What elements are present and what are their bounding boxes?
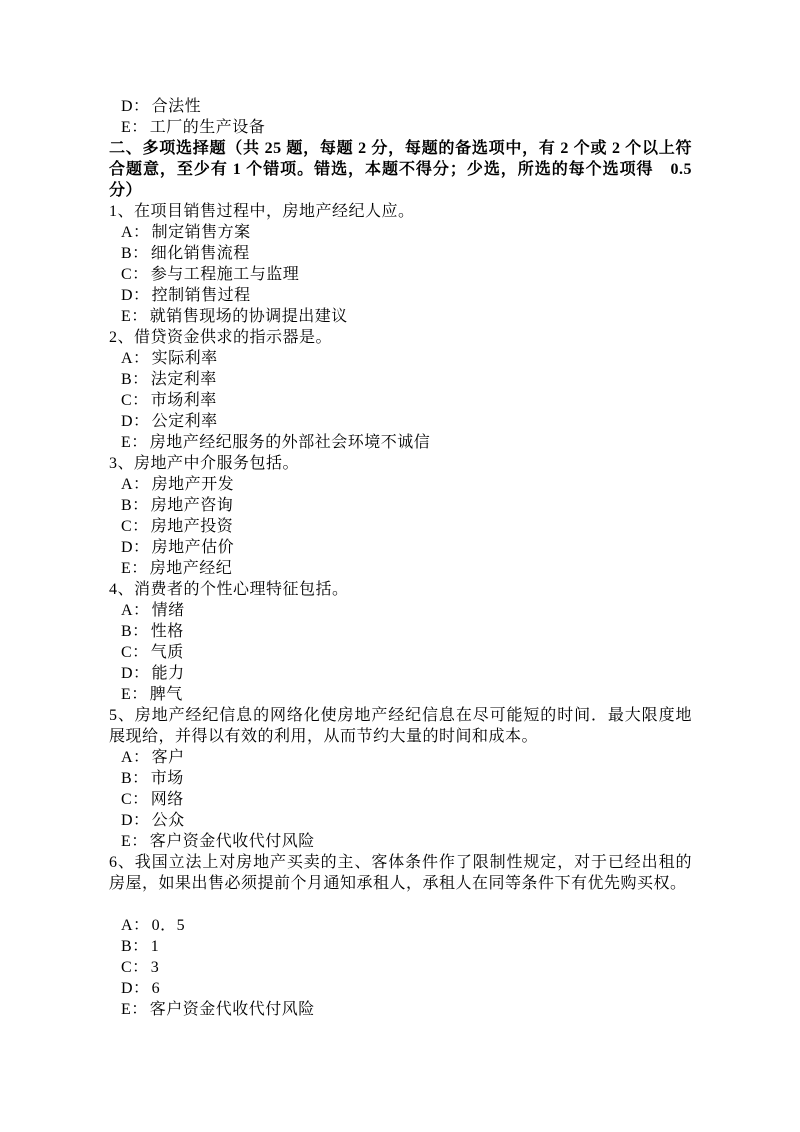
question-6-option-e <box>109 999 692 1020</box>
question-2-option-a <box>109 348 692 369</box>
question-3-text <box>109 453 692 474</box>
question-body: 房地产中介服务包括。 <box>134 455 300 472</box>
option-label: E： <box>121 833 148 850</box>
question-number: 5、 <box>109 707 135 724</box>
question-body: 房地产经纪信息的网络化使房地产经纪信息在尽可能短的时间．最大限度地展现给，并得以有效的利用，从而节约大量的时间和成本。 <box>109 707 692 745</box>
option-label: D： <box>121 539 150 556</box>
option-text: 房地产咨询 <box>150 497 234 514</box>
question-1-option-a <box>109 222 692 243</box>
option-text: 房地产估价 <box>151 539 235 556</box>
option-label: E： <box>121 1001 148 1018</box>
question-3-option-e <box>109 558 692 579</box>
question-1-text <box>109 201 692 222</box>
question-1-option-c <box>109 264 692 285</box>
option-text: 能力 <box>151 665 185 682</box>
option-text: 市场 <box>150 770 184 787</box>
option-text: 房地产经纪 <box>149 560 233 577</box>
option-text: 客户资金代收代付风险 <box>149 833 315 850</box>
question-body: 在项目销售过程中，房地产经纪人应。 <box>134 203 415 220</box>
option-label: B： <box>121 623 149 640</box>
option-text: 法定利率 <box>150 371 217 388</box>
option-text: 参与工程施工与监理 <box>150 266 300 283</box>
option-label: B： <box>121 938 149 955</box>
option-text: 实际利率 <box>151 350 218 367</box>
question-5-option-b <box>109 768 692 789</box>
option-text: 房地产投资 <box>150 518 234 535</box>
option-text: 0．5 <box>151 917 186 934</box>
option-text: 性格 <box>150 623 184 640</box>
question-1-option-e <box>109 306 692 327</box>
option-text: 公众 <box>151 812 185 829</box>
option-text: 客户资金代收代付风险 <box>149 1001 315 1018</box>
question-5-option-d <box>109 810 692 831</box>
question-number: 1、 <box>109 203 135 220</box>
question-5-text <box>109 705 692 747</box>
question-2-option-c <box>109 390 692 411</box>
question-6-text <box>109 852 692 894</box>
question-3-option-a <box>109 474 692 495</box>
option-text: 就销售现场的协调提出建议 <box>149 308 348 325</box>
option-label: A： <box>121 602 150 619</box>
option-text: 网络 <box>150 791 184 808</box>
option-text: 细化销售流程 <box>150 245 250 262</box>
option-text: 1 <box>150 938 160 955</box>
option-text: 房地产开发 <box>151 476 235 493</box>
option-label: B： <box>121 371 149 388</box>
question-3-option-b <box>109 495 692 516</box>
question-4-option-c <box>109 642 692 663</box>
question-6-option-c <box>109 957 692 978</box>
question-6-option-b <box>109 936 692 957</box>
question-2-option-e <box>109 432 692 453</box>
option-text: 情绪 <box>151 602 185 619</box>
question-number: 6、 <box>109 854 135 871</box>
question-2-text <box>109 327 692 348</box>
question-body: 借贷资金供求的指示器是。 <box>134 329 333 346</box>
option-label: C： <box>121 518 149 535</box>
question-number: 3、 <box>109 455 135 472</box>
intro-option-e <box>109 117 692 138</box>
option-text: 公定利率 <box>151 413 218 430</box>
option-label: C： <box>121 266 149 283</box>
option-text: 房地产经纪服务的外部社会环境不诚信 <box>149 434 431 451</box>
option-label: C： <box>121 959 149 976</box>
option-label: B： <box>121 497 149 514</box>
question-body: 消费者的个性心理特征包括。 <box>134 581 349 598</box>
option-label: A： <box>121 224 150 241</box>
question-5-option-c <box>109 789 692 810</box>
option-label: C： <box>121 644 149 661</box>
option-label: C： <box>121 791 149 808</box>
document-content <box>109 96 692 1020</box>
option-label: B： <box>121 770 149 787</box>
intro-option-d <box>109 96 692 117</box>
option-label: D： <box>121 980 150 997</box>
option-text: 控制销售过程 <box>151 287 251 304</box>
section-header: 二、多项选择题（共 25 题，每题 2 分，每题的备选项中，有 2 个或 2 个以上符合题意，至少有 1 个错项。错选，本题不得分；少选，所选的每个选项得 0.5 分） <box>109 140 692 199</box>
option-text: 气质 <box>150 644 184 661</box>
question-4-option-e <box>109 684 692 705</box>
option-text: 工厂的生产设备 <box>149 119 266 136</box>
question-6-option-d <box>109 978 692 999</box>
option-label: B： <box>121 245 149 262</box>
option-label: E： <box>121 119 148 136</box>
option-label: A： <box>121 350 150 367</box>
question-1-option-b <box>109 243 692 264</box>
option-text: 6 <box>151 980 161 997</box>
question-number: 4、 <box>109 581 135 598</box>
option-label: A： <box>121 917 150 934</box>
option-text: 脾气 <box>149 686 183 703</box>
question-number: 2、 <box>109 329 135 346</box>
questions-container <box>109 201 692 1020</box>
option-label: E： <box>121 686 148 703</box>
option-label: A： <box>121 476 150 493</box>
option-label: D： <box>121 98 150 115</box>
option-text: 客户 <box>151 749 185 766</box>
question-3-option-c <box>109 516 692 537</box>
option-text: 3 <box>150 959 160 976</box>
option-label: A： <box>121 749 150 766</box>
question-4-option-b <box>109 621 692 642</box>
option-label: E： <box>121 308 148 325</box>
option-label: C： <box>121 392 149 409</box>
option-label: E： <box>121 560 148 577</box>
option-text: 合法性 <box>151 98 202 115</box>
option-label: E： <box>121 434 148 451</box>
option-label: D： <box>121 812 150 829</box>
option-label: D： <box>121 287 150 304</box>
question-5-option-a <box>109 747 692 768</box>
option-label: D： <box>121 413 150 430</box>
question-5-option-e <box>109 831 692 852</box>
option-text: 市场利率 <box>150 392 217 409</box>
question-4-text <box>109 579 692 600</box>
question-1-option-d <box>109 285 692 306</box>
question-4-option-a <box>109 600 692 621</box>
question-3-option-d <box>109 537 692 558</box>
question-6-option-a <box>109 915 692 936</box>
question-4-option-d <box>109 663 692 684</box>
question-2-option-b <box>109 369 692 390</box>
option-text: 制定销售方案 <box>151 224 251 241</box>
question-body: 我国立法上对房地产买卖的主、客体条件作了限制性规定，对于已经出租的房屋，如果出售必须提前个月通知承租人，承租人在同等条件下有优先购买权。 <box>109 854 692 892</box>
question-2-option-d <box>109 411 692 432</box>
option-label: D： <box>121 665 150 682</box>
